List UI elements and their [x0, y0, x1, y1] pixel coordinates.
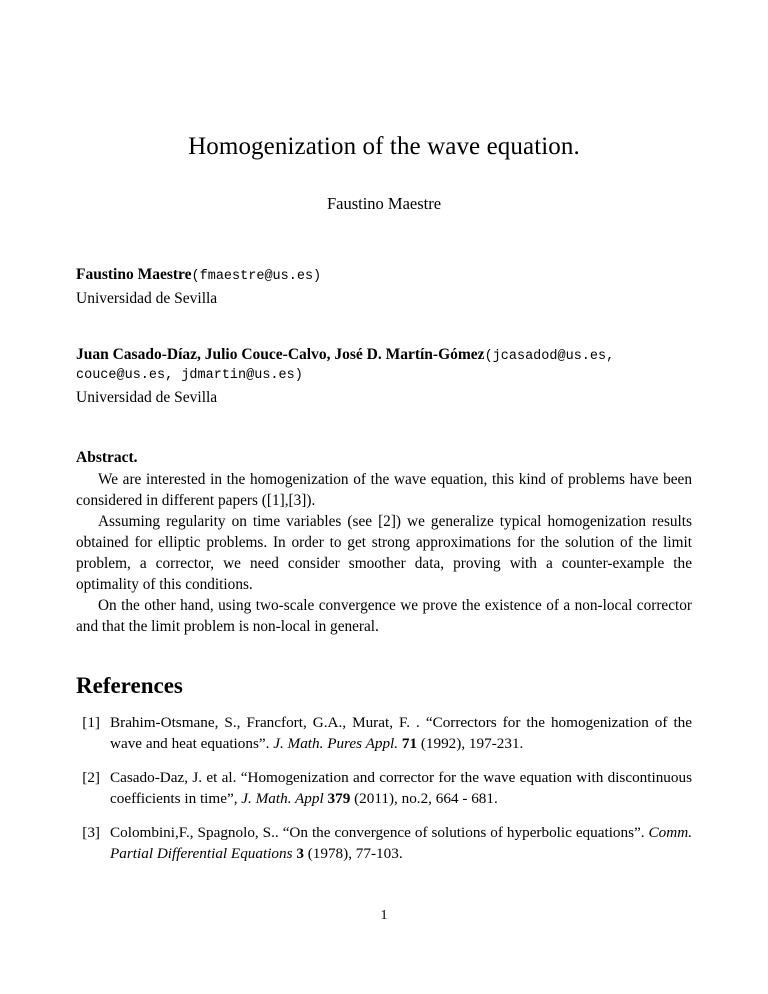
reference-body	[110, 823, 692, 865]
reference-authors: Casado-Daz, J. et al.	[110, 769, 241, 787]
authors-block	[76, 264, 692, 409]
author-names: Juan Casado-Díaz, Julio Couce-Calvo, José D. Martín-Gómez	[76, 345, 485, 363]
reference-number: [2]	[82, 769, 100, 787]
reference-item	[76, 768, 692, 810]
references-list	[76, 713, 692, 865]
author-emails-continued[interactable]: couce@us.es, jdmartin@us.es)	[76, 368, 303, 384]
byline: Faustino Maestre	[326, 194, 442, 213]
reference-rest: (1992), 197-231.	[417, 735, 524, 753]
abstract-paragraph: We are interested in the homogenization of the wave equation, this kind of problems have been considered in different papers ([1],[3]).	[76, 470, 692, 509]
reference-number: [3]	[82, 824, 100, 842]
abstract-section	[76, 449, 692, 638]
reference-body	[110, 768, 692, 810]
author-emails[interactable]: (fmaestre@us.es)	[191, 269, 322, 284]
reference-title: “Correctors for the homogenization of the wave and heat equations”.	[110, 714, 692, 753]
page-title: Homogenization of the wave equation.	[188, 133, 580, 160]
author-affiliation: Universidad de Sevilla	[76, 388, 218, 406]
reference-number: [1]	[82, 714, 100, 732]
reference-body	[110, 713, 692, 755]
reference-rest: (2011), no.2, 664 - 681.	[350, 790, 498, 808]
author-emails[interactable]: (jcasadod@us.es,	[484, 348, 615, 364]
author-group	[76, 344, 692, 409]
reference-volume: 71	[401, 735, 418, 753]
reference-volume: 3	[296, 845, 304, 863]
reference-journal: J. Math. Pures Appl.	[273, 735, 399, 753]
reference-journal: Comm. Partial Differential Equations	[110, 824, 692, 863]
abstract-heading: Abstract.	[76, 448, 138, 466]
author-names: Faustino Maestre	[76, 266, 192, 283]
page-number: 1	[380, 908, 388, 923]
reference-title: “Homogenization and corrector for the wave equation with discontinuous coefficients in time”,	[110, 769, 692, 808]
author-group	[76, 264, 692, 310]
reference-volume: 379	[327, 790, 351, 808]
reference-authors: Brahim-Otsmane, S., Francfort, G.A., Murat, F. .	[110, 714, 426, 732]
reference-authors: Colombini,F., Spagnolo, S..	[110, 824, 283, 842]
reference-item	[76, 713, 692, 755]
references-heading: References	[76, 673, 183, 699]
abstract-paragraph: On the other hand, using two-scale convergence we prove the existence of a non-local corrector and that the limit problem is non-local in general.	[76, 597, 692, 636]
author-affiliation: Universidad de Sevilla	[76, 289, 218, 307]
reference-journal: J. Math. Appl	[241, 790, 324, 808]
reference-rest: (1978), 77-103.	[303, 845, 403, 863]
reference-title: “On the convergence of solutions of hyperbolic equations”.	[282, 824, 649, 842]
reference-item	[76, 823, 692, 865]
abstract-paragraph: Assuming regularity on time variables (see [2]) we generalize typical homogenization results obtained for elliptic problems. In order to get strong approximations for the solution of the limit problem, a corrector, we need consider smoother data, proving with a counter-example the optimality of this conditions.	[76, 512, 692, 594]
